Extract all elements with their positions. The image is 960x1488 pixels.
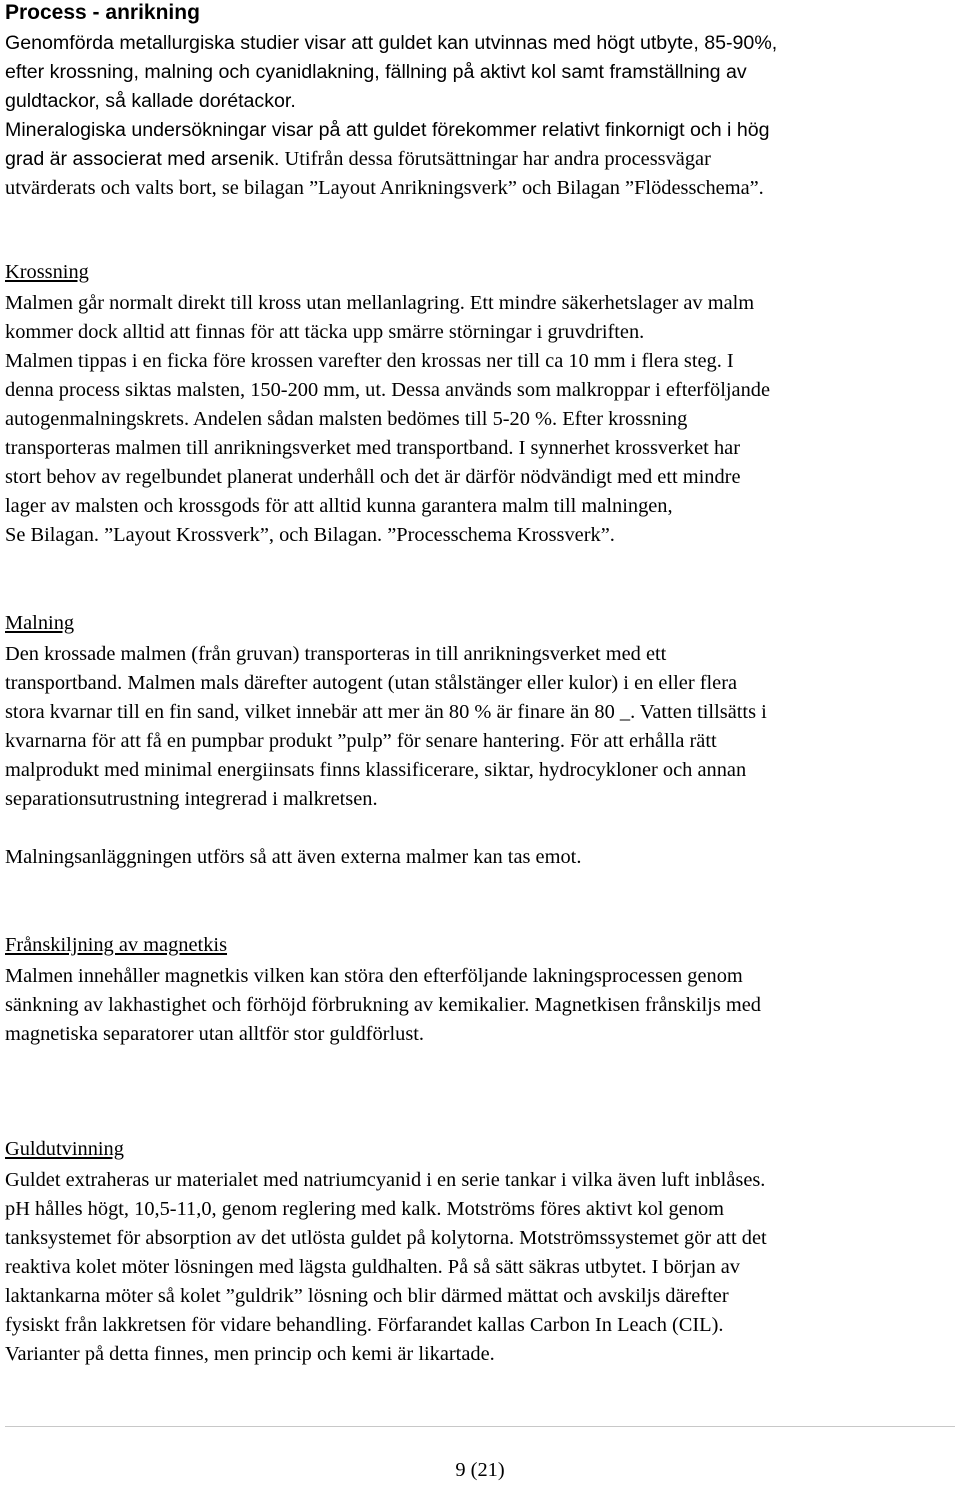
intro-line [5, 145, 955, 174]
intro-line: Mineralogiska undersökningar visar på att guldet förekommer relativt finkornigt och i hög [5, 119, 770, 141]
section-line: autogenmalningskrets. Andelen sådan malsten bedömes till 5-20 %. Efter krossning [5, 408, 688, 430]
section-heading: Guldutvinning [5, 1138, 124, 1160]
section-line: transporteras malmen till anrikningsverket med transportband. I synnerhet krossverket har [5, 437, 740, 459]
section-line: sänkning av lakhastighet och förhöjd förbrukning av kemikalier. Magnetkisen frånskiljs med [5, 994, 761, 1016]
section-krossning [5, 258, 955, 550]
section-line: stora kvarnar till en fin sand, vilket innebär att mer än 80 % är finare än 80 _. Vatten tillsätts i [5, 701, 767, 723]
section-line: transportband. Malmen mals därefter autogent (utan stålstänger eller kulor) i en eller flera [5, 672, 738, 694]
document-page [5, 0, 955, 1365]
section-line: reaktiva kolet möter lösningen med lägsta guldhalten. På så sätt säkras utbytet. I början av [5, 1256, 740, 1278]
section-line: Guldet extraheras ur materialet med natriumcyanid i en serie tankar i vilka även luft inblåses. [5, 1169, 766, 1191]
intro-line-part: grad är associerat med arsenik. [5, 148, 280, 170]
intro-line: guldtackor, så kallade dorétackor. [5, 90, 296, 112]
section-line: tanksystemet för absorption av det utlösta guldet på kolytorna. Motströmssystemet gör att det [5, 1227, 767, 1249]
section-line: Den krossade malmen (från gruvan) transporteras in till anrikningsverket med ett [5, 643, 667, 665]
section-heading: Malning [5, 612, 75, 634]
section-line: pH hålles högt, 10,5-11,0, genom reglering med kalk. Motströms föres aktivt kol genom [5, 1198, 725, 1220]
section-line: Malmen går normalt direkt till kross utan mellanlagring. Ett mindre säkerhetslager av malm [5, 292, 755, 314]
section-line: malprodukt med minimal energiinsats finns klassificerare, siktar, hydrocykloner och annan [5, 759, 747, 781]
section-guldutvinning [5, 1135, 955, 1369]
section-malning [5, 609, 955, 872]
intro-line: Genomförda metallurgiska studier visar att guldet kan utvinnas med högt utbyte, 85-90%, [5, 32, 778, 54]
section-heading: Frånskiljning av magnetkis [5, 934, 228, 956]
section-line: laktankarna möter så kolet ”guldrik” lösning och blir därmed mättat och avskiljs därefter [5, 1285, 729, 1307]
section-line: lager av malsten och krossgods för att alltid kunna garantera malm till malningen, [5, 495, 673, 517]
section-line: Varianter på detta finnes, men princip och kemi är likartade. [5, 1343, 495, 1365]
section-line: Malmen innehåller magnetkis vilken kan störa den efterföljande lakningsprocessen genom [5, 965, 743, 987]
section-heading: Krossning [5, 261, 89, 283]
intro-line-part: Utifrån dessa förutsättningar har andra processvägar [279, 148, 711, 170]
intro-line: efter krossning, malning och cyanidlakning, fällning på aktivt kol samt framställning av [5, 61, 747, 83]
intro-line: utvärderats och valts bort, se bilagan ”Layout Anrikningsverk” och Bilagan ”Flödesschema”. [5, 177, 764, 199]
section-line: stort behov av regelbundet planerat underhåll och det är därför nödvändigt med ett mindre [5, 466, 741, 488]
document-title: Process - anrikning [5, 1, 200, 24]
section-line: denna process siktas malsten, 150-200 mm, ut. Dessa används som malkroppar i efterföljande [5, 379, 771, 401]
section-line: Malningsanläggningen utförs så att även externa malmer kan tas emot. [5, 846, 582, 868]
section-line: fysiskt från lakkretsen för vidare behandling. Förfarandet kallas Carbon In Leach (CIL). [5, 1314, 724, 1336]
section-line: Se Bilagan. ”Layout Krossverk”, och Bilagan. ”Processchema Krossverk”. [5, 524, 615, 546]
intro-paragraph [5, 29, 955, 203]
section-line: magnetiska separatorer utan alltför stor guldförlust. [5, 1023, 425, 1045]
section-line: kvarnarna för att få en pumpbar produkt ”pulp” för senare hantering. För att erhålla rätt [5, 730, 717, 752]
page-number: 9 (21) [455, 1459, 505, 1481]
section-line: Malmen tippas i en ficka före krossen varefter den krossas ner till ca 10 mm i flera steg. I [5, 350, 734, 372]
footer-divider [5, 1426, 955, 1427]
section-line: kommer dock alltid att finnas för att täcka upp smärre störningar i gruvdriften. [5, 321, 645, 343]
section-magnetkis [5, 931, 955, 1049]
section-line: separationsutrustning integrerad i malkretsen. [5, 788, 378, 810]
